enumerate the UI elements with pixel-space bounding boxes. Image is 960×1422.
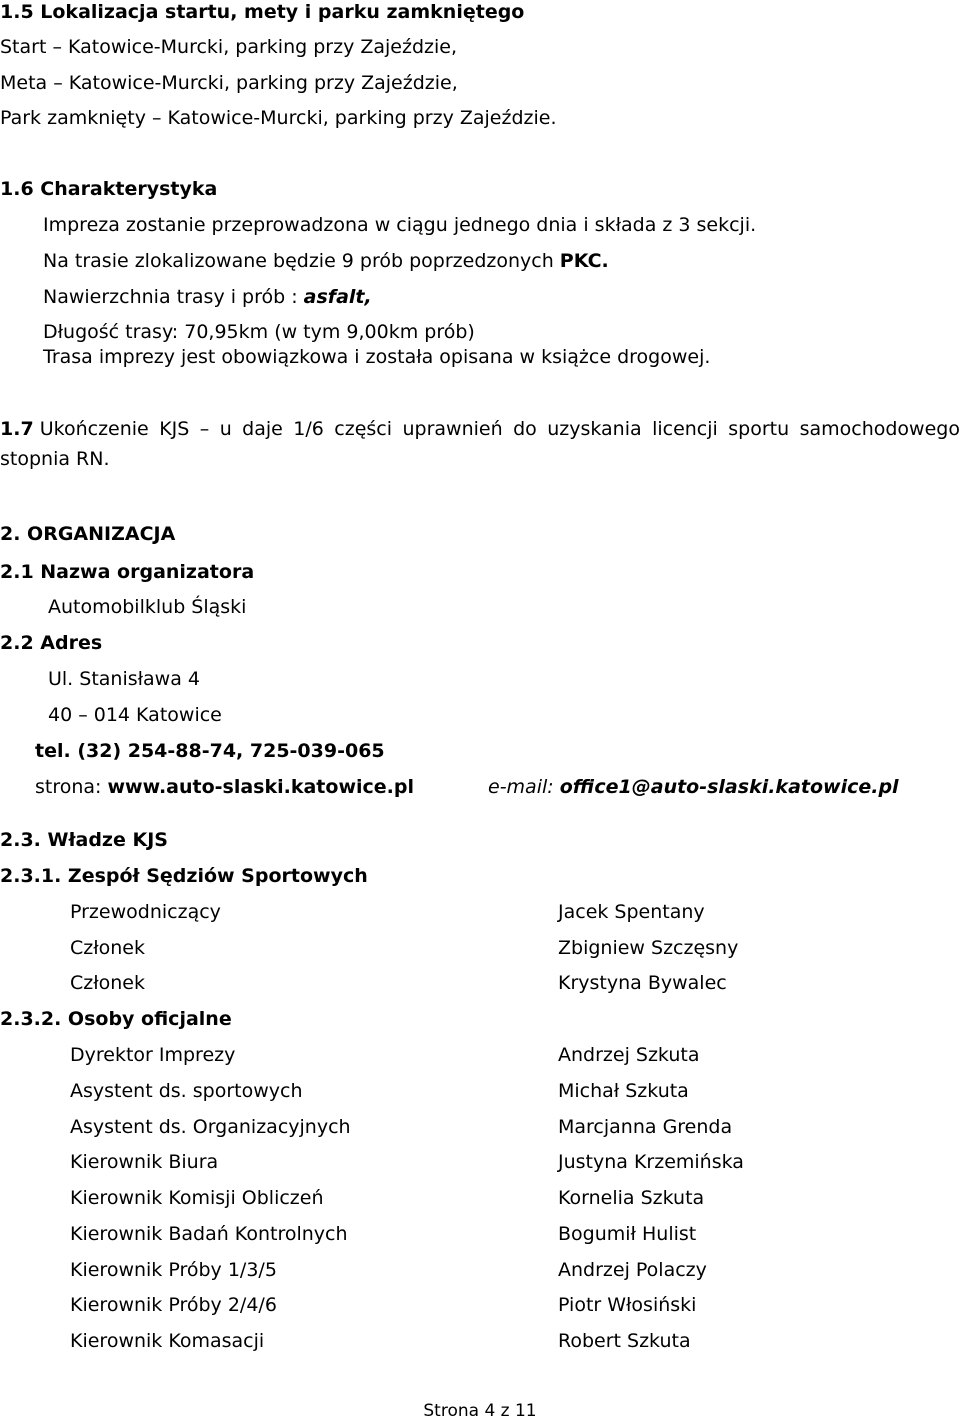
official-role: Kierownik Komasacji <box>70 1330 265 1352</box>
word: części <box>334 418 393 440</box>
official-name: Marcjanna Grenda <box>558 1116 733 1138</box>
start-location: Start – Katowice-Murcki, parking przy Zajeździe, <box>0 36 457 58</box>
official-role: Kierownik Biura <box>70 1151 219 1173</box>
official-role: Dyrektor Imprezy <box>70 1044 236 1066</box>
word: – <box>199 418 210 440</box>
website-link[interactable]: www.auto-slaski.katowice.pl <box>107 776 414 798</box>
parc-ferme-location: Park zamknięty – Katowice-Murcki, parking przy Zajeździe. <box>0 107 557 129</box>
official-name: Robert Szkuta <box>558 1330 691 1352</box>
judge-name: Zbigniew Szczęsny <box>558 937 739 959</box>
official-name: Kornelia Szkuta <box>558 1187 705 1209</box>
word: do <box>513 418 537 440</box>
finish-location: Meta – Katowice-Murcki, parking przy Zajeździe, <box>0 72 458 94</box>
official-role: Kierownik Badań Kontrolnych <box>70 1223 348 1245</box>
word: uzyskania <box>547 418 642 440</box>
section-1-5-heading: 1.5 Lokalizacja startu, mety i parku zamkniętego <box>0 1 525 23</box>
route-length: Długość trasy: 70,95km (w tym 9,00km prób) <box>43 321 475 343</box>
surface-label: Nawierzchnia trasy i prób : <box>43 286 304 308</box>
website-line <box>35 775 414 799</box>
email-label: e-mail: <box>488 776 560 798</box>
characteristics-line-3 <box>43 285 372 309</box>
word: KJS <box>159 418 190 440</box>
section-2-heading: 2. ORGANIZACJA <box>0 523 176 545</box>
judge-role: Członek <box>70 937 145 959</box>
official-role: Kierownik Próby 2/4/6 <box>70 1294 277 1316</box>
pkc-label: PKC. <box>559 250 609 272</box>
section-2-1-heading: 2.1 Nazwa organizatora <box>0 561 255 583</box>
judge-name: Jacek Spentany <box>558 901 705 923</box>
address-city: 40 – 014 Katowice <box>48 704 222 726</box>
organizer-name: Automobilklub Śląski <box>48 596 247 618</box>
word: 1/6 <box>293 418 324 440</box>
judge-role: Przewodniczący <box>70 901 221 923</box>
official-role: Kierownik Komisji Obliczeń <box>70 1187 324 1209</box>
official-name: Andrzej Szkuta <box>558 1044 700 1066</box>
characteristics-line-2 <box>43 249 609 273</box>
characteristics-line-2-text: Na trasie zlokalizowane będzie 9 prób poprzedzonych <box>43 250 560 272</box>
word: daje <box>242 418 283 440</box>
word: uprawnień <box>402 418 503 440</box>
official-role: Asystent ds. Organizacyjnych <box>70 1116 351 1138</box>
official-name: Justyna Krzemińska <box>558 1151 744 1173</box>
word: licencji <box>652 418 718 440</box>
section-2-2-heading: 2.2 Adres <box>0 632 103 654</box>
section-2-3-2-heading: 2.3.2. Osoby oficjalne <box>0 1008 232 1030</box>
word: sportu <box>728 418 790 440</box>
address-street: Ul. Stanisława 4 <box>48 668 200 690</box>
word: samochodowego <box>799 418 960 440</box>
judge-name: Krystyna Bywalec <box>558 972 727 994</box>
phone-numbers: tel. (32) 254-88-74, 725-039-065 <box>35 740 385 762</box>
section-1-7-line-1 <box>0 417 960 441</box>
official-name: Michał Szkuta <box>558 1080 689 1102</box>
official-name: Bogumił Hulist <box>558 1223 697 1245</box>
section-2-3-1-heading: 2.3.1. Zespół Sędziów Sportowych <box>0 865 368 887</box>
official-name: Andrzej Polaczy <box>558 1259 707 1281</box>
surface-value: asfalt, <box>303 286 372 308</box>
section-1-7-number: 1.7 <box>0 418 34 440</box>
route-mandatory-note: Trasa imprezy jest obowiązkowa i została opisana w książce drogowej. <box>43 346 711 368</box>
email-link[interactable]: office1@auto-slaski.katowice.pl <box>559 776 899 798</box>
word: u <box>219 418 232 440</box>
word: Ukończenie <box>39 418 149 440</box>
official-name: Piotr Włosiński <box>558 1294 697 1316</box>
official-role: Asystent ds. sportowych <box>70 1080 303 1102</box>
official-role: Kierownik Próby 1/3/5 <box>70 1259 277 1281</box>
judge-role: Członek <box>70 972 145 994</box>
section-1-6-heading: 1.6 Charakterystyka <box>0 178 218 200</box>
section-2-3-heading: 2.3. Władze KJS <box>0 829 168 851</box>
characteristics-line-1: Impreza zostanie przeprowadzona w ciągu jednego dnia i składa z 3 sekcji. <box>43 214 757 236</box>
section-1-7-words <box>0 417 960 441</box>
website-label: strona: <box>35 776 108 798</box>
section-1-7-line-2: stopnia RN. <box>0 448 110 470</box>
email-line <box>488 775 899 799</box>
page-number: Strona 4 z 11 <box>423 1401 537 1421</box>
